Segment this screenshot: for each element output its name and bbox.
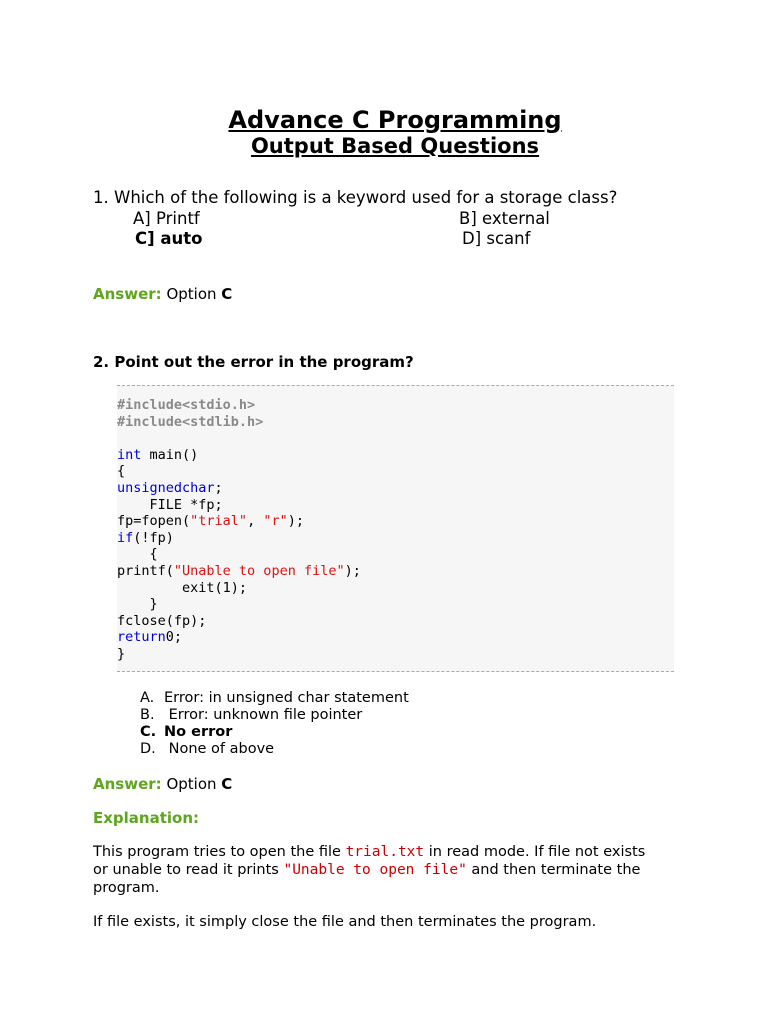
expl-text-b: in read mode. If file not exists or unable to read it prints (93, 844, 646, 878)
answer-value: C (221, 285, 233, 303)
code-main-signature: main() (141, 446, 199, 463)
answer-value: C (221, 775, 233, 793)
question-2 (93, 353, 414, 371)
explanation-heading (93, 809, 199, 827)
code-include-stdlib: #include<stdlib.h> (117, 413, 264, 430)
explanation-label: Explanation: (93, 809, 200, 827)
question-1 (93, 188, 617, 207)
q2-answer (93, 775, 232, 793)
choice-letter: D. (140, 741, 156, 757)
code-trial-string: "trial" (190, 513, 248, 530)
code-include-stdio: #include<stdio.h> (117, 397, 256, 413)
code-inner-close-brace: } (117, 596, 158, 613)
code-inner-open-brace: { (117, 546, 158, 563)
code-fclose-line: fclose(fp); (117, 612, 207, 629)
choice-letter: B. (140, 707, 155, 723)
code-semicolon: ; (214, 479, 223, 496)
code-printf-pre: printf( (117, 562, 174, 579)
code-printf-post: ); (344, 562, 361, 579)
explanation-paragraph-1 (93, 843, 663, 897)
q1-option-c: C] auto (135, 229, 203, 248)
code-return-value: 0; (165, 629, 183, 646)
page-title: Advance C Programming (228, 106, 562, 134)
question-1-text: Which of the following is a keyword used for a storage class? (114, 188, 618, 207)
code-listing (117, 397, 361, 663)
q2-choice-b (140, 707, 362, 723)
answer-label: Answer: (93, 285, 162, 303)
q1-option-a: A] Printf (133, 209, 200, 228)
choice-text: None of above (164, 741, 275, 757)
code-if-keyword: if (117, 529, 134, 546)
code-fopen-pre: fp=fopen( (117, 513, 191, 530)
choice-letter: A. (140, 690, 155, 706)
question-2-text: Point out the error in the program? (114, 353, 414, 371)
q1-answer (93, 285, 232, 303)
answer-text: Option (166, 775, 217, 793)
code-file-decl: FILE *fp; (117, 496, 223, 513)
code-int-keyword: int (117, 446, 142, 463)
code-fopen-post: ); (287, 513, 304, 530)
choice-text: Error: unknown file pointer (164, 707, 363, 723)
code-if-condition: (!fp) (133, 529, 174, 546)
code-printf-string: "Unable to open file" (173, 562, 345, 579)
q2-choice-a (140, 690, 409, 706)
code-r-string: "r" (263, 513, 288, 530)
q2-choice-d (140, 741, 274, 757)
expl-message: "Unable to open file" (283, 862, 467, 878)
answer-text: Option (166, 285, 217, 303)
q1-option-b: B] external (459, 209, 550, 228)
expl-text-c: and then terminate the program. (93, 862, 641, 896)
code-open-brace: { (117, 463, 126, 480)
page-subtitle: Output Based Questions (250, 134, 540, 158)
code-exit-line: exit(1); (117, 579, 248, 596)
code-unsigned-keyword: unsignedchar (117, 479, 215, 496)
code-comma: , (247, 513, 264, 530)
question-2-number: 2. (93, 353, 110, 371)
choice-letter: C. (140, 724, 157, 740)
explanation-paragraph-2: If file exists, it simply close the file and then terminates the program. (93, 914, 597, 930)
choice-text: No error (164, 724, 233, 740)
code-return-keyword: return (117, 629, 166, 646)
answer-label: Answer: (93, 775, 162, 793)
q1-option-d: D] scanf (462, 229, 531, 248)
expl-text-a: This program tries to open the file (93, 844, 346, 860)
question-1-number: 1. (93, 188, 109, 207)
expl-filename: trial.txt (345, 844, 425, 860)
choice-text: Error: in unsigned char statement (164, 690, 409, 706)
q2-choice-c (140, 724, 232, 740)
code-close-brace: } (117, 645, 126, 662)
